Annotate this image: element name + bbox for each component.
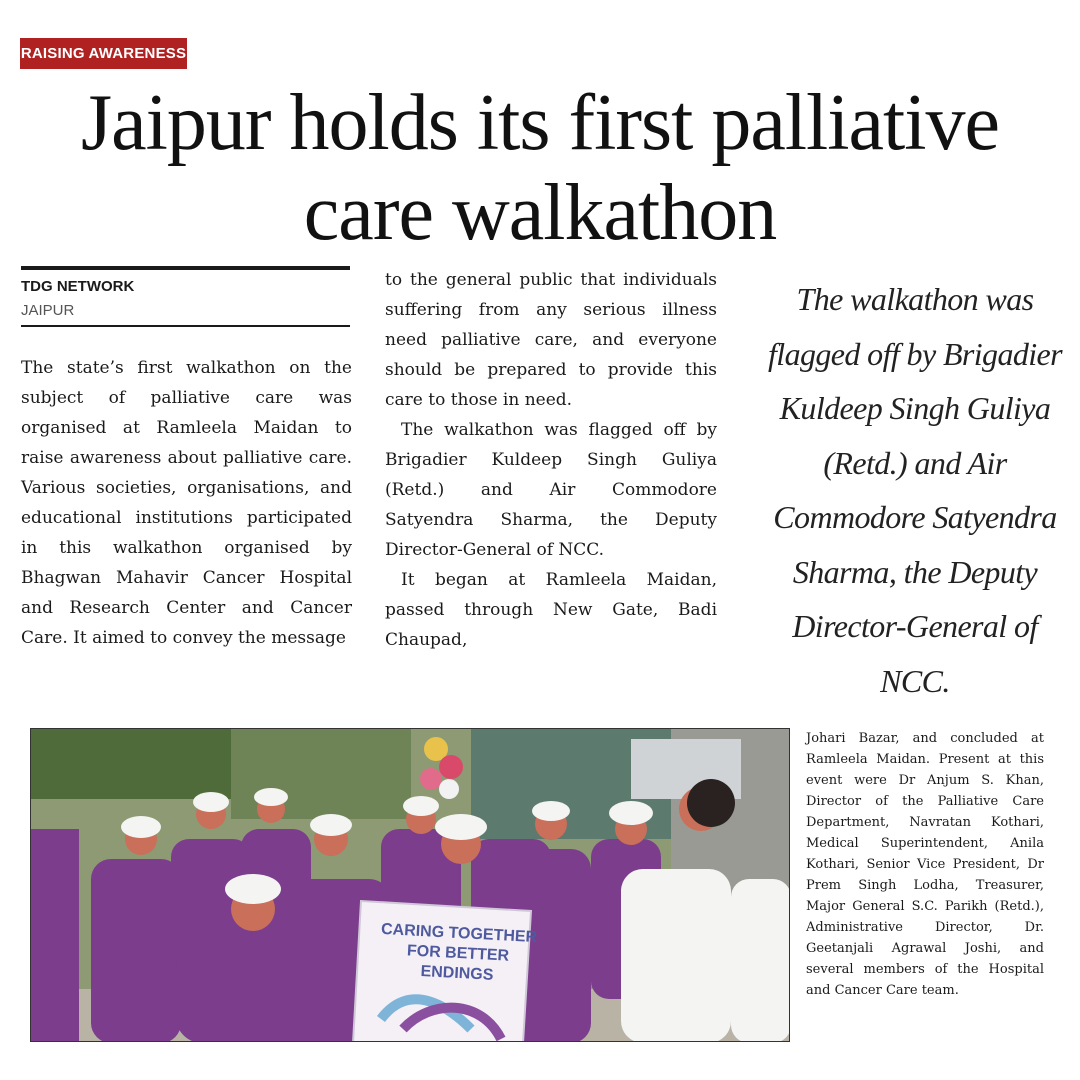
pull-quote: The walkathon was flagged off by Brigadier Kuldeep Singh Guliya (Retd.) and Air Commodore Satyendra Sharma, the Deputy Director-General of NCC. <box>767 281 1062 699</box>
headline-line-2: care walkathon <box>303 169 777 257</box>
article-column-2 <box>385 265 717 655</box>
article-paragraph: The state’s first walkathon on the subject of palliative care was organised at Ramleela Maidan to raise awareness about palliative care. Various societies, organisations, and educational institutions participated in this walkathon organised by Bhagwan Mahavir Cancer Hospital and Research Center and Cancer Care. It aimed to convey the message <box>21 358 352 648</box>
headline <box>10 78 1070 258</box>
byline-city: JAIPUR <box>21 302 75 319</box>
headline-line-1: Jaipur holds its first palliative <box>81 79 999 167</box>
article-paragraph: The walkathon was flagged off by Brigadier Kuldeep Singh Guliya (Retd.) and Air Commodore Satyendra Sharma, the Deputy Director-General of NCC. <box>385 420 717 560</box>
article-paragraph: It began at Ramleela Maidan, passed through New Gate, Badi Chaupad, <box>385 570 717 650</box>
section-tag: RAISING AWARENESS <box>20 38 187 69</box>
article-paragraph: Johari Bazar, and concluded at Ramleela Maidan. Present at this event were Dr Anjum S. Khan, Director of the Palliative Care Department, Navratan Kothari, Medical Superintendent, Anila Kothari, Senior Vice President, Dr Prem Singh Lodha, Treasurer, Major General S.C. Parikh (Retd.), Administrative Director, Dr. Geetanjali Agrawal Joshi, and several members of the Hospital and Cancer Care team. <box>806 731 1044 998</box>
walkathon-photo-illustration <box>31 729 790 1042</box>
article-column-1 <box>21 353 352 653</box>
byline-rule-bottom <box>21 325 350 327</box>
article-column-3 <box>806 728 1044 1001</box>
sign-text: CARING TOGETHER FOR BETTER ENDINGS <box>380 920 538 984</box>
article-paragraph: to the general public that individuals suffering from any serious illness need palliative care, and everyone should be prepared to provide this care to those in need. <box>385 270 717 410</box>
byline-network: TDG NETWORK <box>21 278 135 295</box>
walkathon-photo <box>30 728 790 1042</box>
byline-rule-top <box>21 266 350 270</box>
